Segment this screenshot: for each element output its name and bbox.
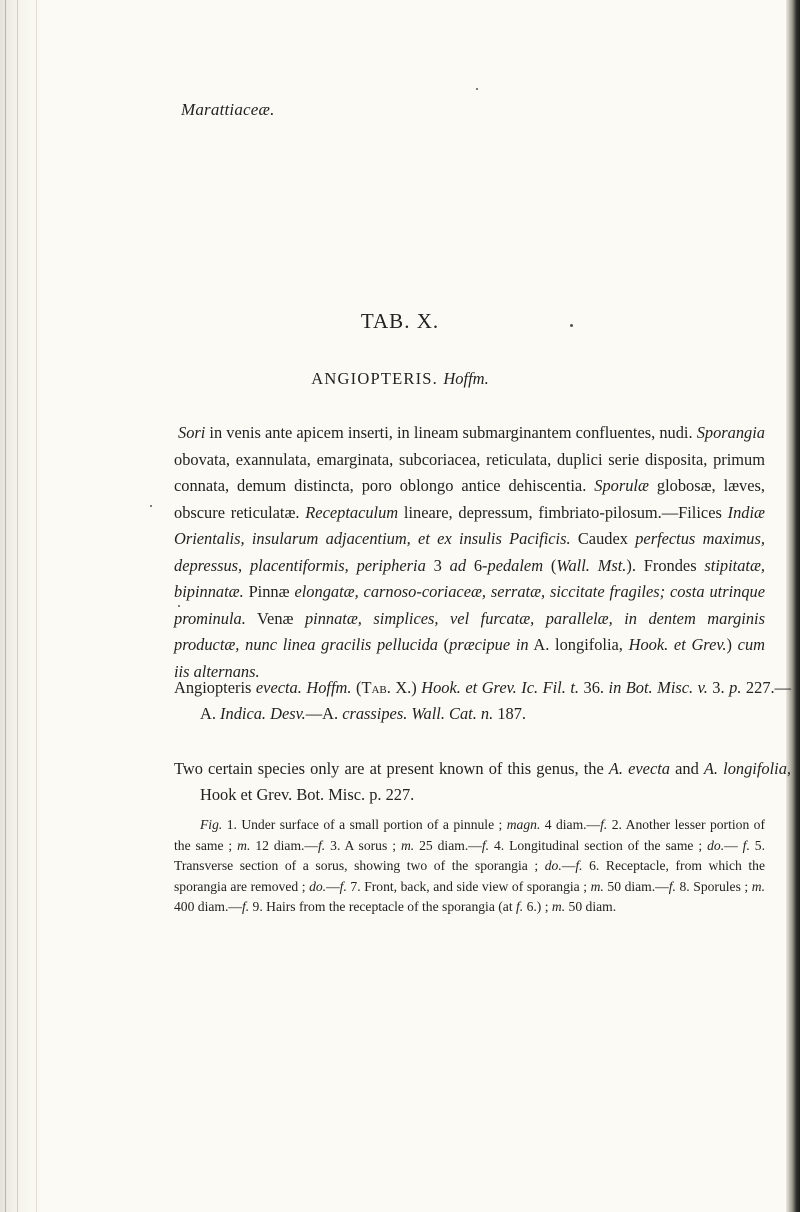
gutter-line [17,0,18,1212]
text-run: lineare, depressum, fimbriato-pilosum.—Filices [398,502,728,522]
italic-text: evecta. Hoffm. [255,678,352,697]
italic-text: Wall. Mst. [556,555,627,575]
italic-text: f. [742,837,750,853]
text-run: Two certain species only are at present known of this genus, the [174,759,609,778]
text-run: 187. [493,704,527,723]
page-edge-shadow [786,0,800,1212]
genus-heading [0,369,800,389]
italic-text: f. [318,837,326,853]
italic-text: A. longifolia, [703,759,791,778]
figure-explanation [174,815,765,918]
italic-text: Indiæ Orientalis, insularum adjacentium, et ex insulis Pacificis. [174,502,765,548]
text-run: 4. Longitudinal section of the same ; [489,837,708,853]
italic-text: f. [516,899,524,915]
italic-text: stipitatæ, bipinnatæ. [174,555,765,601]
italic-text: m. [590,878,604,894]
italic-text: Sori [178,423,206,442]
italic-text: ad [449,555,467,575]
italic-text: f. [339,878,347,894]
text-run: 50 diam. [565,899,617,915]
text-run: 12 diam.— [250,837,319,853]
text-run: Angiopteris [174,678,256,697]
text-run: —A. [305,704,343,723]
text-run: Hook et Grev. Bot. Misc. p. 227. [200,785,415,804]
text-run: obovata, exannulata, emarginata, subcoriacea, reticulata, duplici serie disposita, primum connata, demum distincta, poro oblongo antice dehiscentia. [174,449,765,495]
genus-authority: Hoffm. [443,369,489,388]
italic-text: Sporulæ [594,476,649,495]
text-run: ). Frondes [626,555,705,575]
italic-text: m. [400,837,415,853]
text-run: Caudex [570,529,636,548]
species-synonymy [174,675,791,727]
plate-title: TAB. X. [360,309,440,333]
italic-text: f. [575,858,583,874]
italic-text: pinnatæ, simplices, vel furcatæ, parallelæ, in dentem marginis productæ, nunc linea gracilis pellucida [174,608,765,654]
text-run: — [561,858,576,874]
text-run: ( [437,635,450,654]
text-run: 50 diam.— [603,878,669,894]
italic-text: magn. [506,817,541,832]
genus-name: ANGIOPTERIS. [311,369,438,388]
paper-speck [150,505,152,507]
text-run: — [724,837,743,853]
italic-text: m. [751,878,765,894]
text-run: 3. A sorus ; [325,837,401,853]
running-head: Marattiaceæ. [181,100,275,119]
text-run: Pinnæ [243,582,295,601]
italic-text: Indica. Desv. [220,704,306,723]
text-run: X.) [390,678,422,697]
gutter-line [5,0,6,1212]
italic-text: f. [600,817,608,832]
italic-text: Sporangia [696,423,765,442]
text-run: 2. Another lesser portion of the same ; [174,817,765,853]
italic-text: pedalem [487,555,544,575]
text-run: 9. Hairs from the receptacle of the sporangia (at [249,899,517,915]
italic-text: m. [551,899,566,915]
italic-text: A. evecta [608,759,670,778]
italic-text: in Bot. Misc. v. [608,678,708,697]
small-caps-text: Tab. [361,678,391,697]
italic-text: do. [309,878,327,894]
text-run: 6. Receptacle, from which the sporangia are removed ; [174,858,765,894]
text-run: 6.) ; [523,899,552,915]
italic-text: crassipes. Wall. Cat. n. [342,704,494,723]
text-run: 1. Under surface of a small portion of a pinnule ; [222,817,507,832]
italic-text: Fig. [200,817,223,832]
text-run: globosæ, læves, obscure reticulatæ. [174,476,766,522]
italic-text: f. [668,878,676,894]
italic-text: f. [481,837,489,853]
text-run: ) [726,635,738,654]
italic-text: Hook. et Grev. Ic. Fil. t. [421,678,579,697]
text-run: and [670,759,704,778]
gutter-line [36,0,37,1212]
text-run: 3 [425,555,450,575]
italic-text: perfectus maximus, depressus, placentiformis, peripheria [174,529,765,575]
italic-text: p. [729,678,742,697]
genus-description [174,420,765,685]
italic-text: Hook. et Grev. [628,635,727,654]
text-run: Venæ [245,608,305,628]
text-run: — [326,878,340,894]
italic-text: f. [241,899,250,915]
text-run: 8. Sporules ; [675,878,752,894]
italic-text: elongatæ, carnoso-coriaceæ, serratæ, siccitate fragiles; costa utrinque prominula. [174,582,765,628]
text-run: ( [543,555,557,575]
text-run: 7. Front, back, and side view of sporangia ; [346,878,591,894]
text-run: 4 diam.— [540,817,601,832]
italic-text: m. [237,837,251,853]
italic-text: cum iis alternans. [174,635,765,681]
genus-observation [174,756,791,808]
italic-text: do. [707,837,725,853]
text-run: in venis ante apicem inserti, in lineam submarginantem confluentes, nudi. [205,423,697,442]
text-run: 25 diam.— [414,837,482,853]
italic-text: præcipue in [449,635,529,654]
text-run: 400 diam.— [174,899,242,915]
paper-speck [476,88,478,90]
text-run: 36. [579,678,609,697]
text-run: A. longifolia, [528,635,629,654]
text-run: ( [351,678,362,697]
text-run: 227.—A. [200,678,792,723]
italic-text: do. [544,858,562,874]
text-run: 3. [707,678,730,697]
text-run: 5. Transverse section of a sorus, showing two of the sporangia ; [174,837,765,874]
text-run: 6- [466,555,488,575]
italic-text: Receptaculum [305,502,399,522]
